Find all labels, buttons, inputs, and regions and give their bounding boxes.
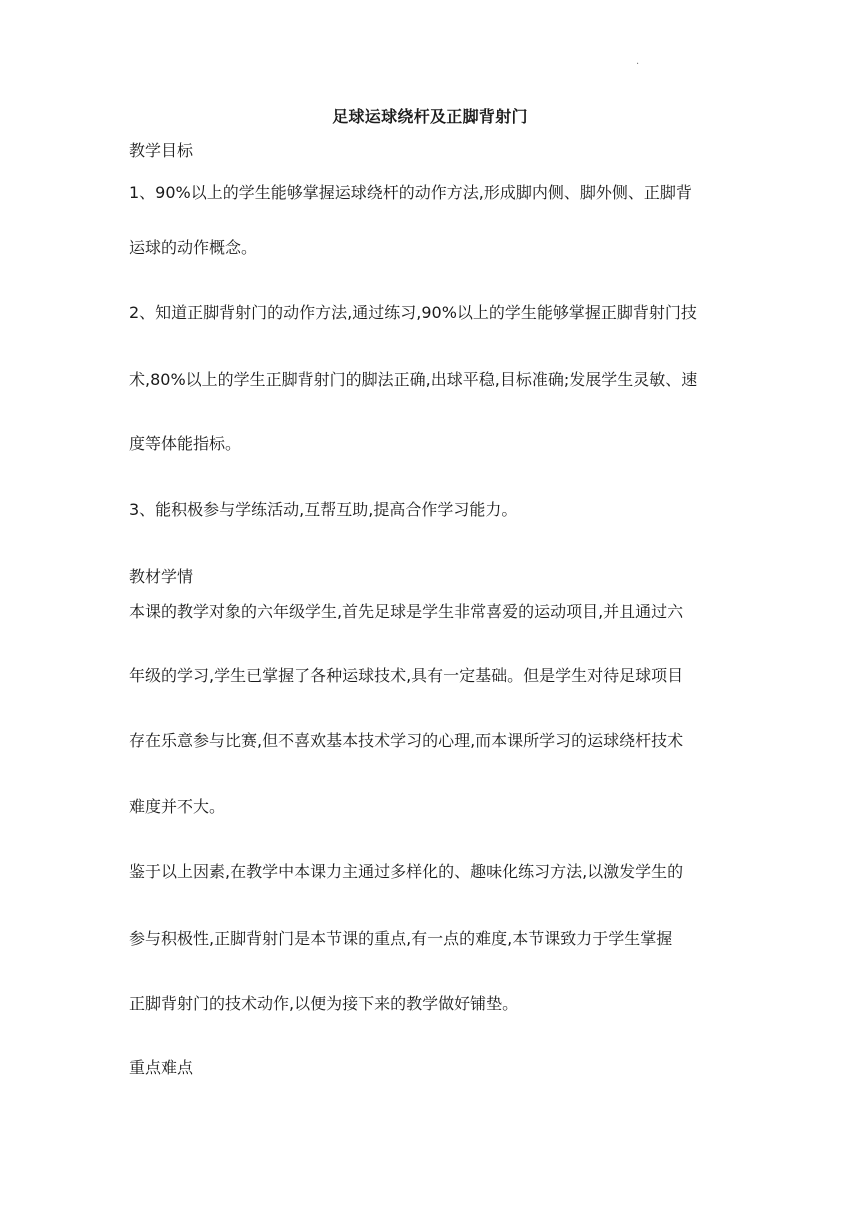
goal-2-line-1: 2、知道正脚背射门的动作方法,通过练习,90%以上的学生能够掌握正脚背射门技 xyxy=(129,303,697,322)
document-title: 足球运球绕杆及正脚背射门 xyxy=(332,107,528,126)
material-line-1: 本课的教学对象的六年级学生,首先足球是学生非常喜爱的运动项目,并且通过六 xyxy=(129,602,684,621)
approach-line-3: 正脚背射门的技术动作,以便为接下来的教学做好铺垫。 xyxy=(129,994,519,1013)
section-heading-goals: 教学目标 xyxy=(129,141,194,160)
approach-line-2: 参与积极性,正脚背射门是本节课的重点,有一点的难度,本节课致力于学生掌握 xyxy=(129,929,673,948)
material-line-4: 难度并不大。 xyxy=(129,797,226,816)
goal-3-line-1: 3、能积极参与学练活动,互帮互助,提高合作学习能力。 xyxy=(129,500,518,519)
header-mark: . xyxy=(636,56,640,67)
goal-1-line-2: 运球的动作概念。 xyxy=(129,238,258,257)
approach-line-1: 鉴于以上因素,在教学中本课力主通过多样化的、趣味化练习方法,以激发学生的 xyxy=(129,862,684,881)
section-heading-keypoints: 重点难点 xyxy=(129,1058,194,1077)
goal-1-line-1: 1、90%以上的学生能够掌握运球绕杆的动作方法,形成脚内侧、脚外侧、正脚背 xyxy=(129,183,692,202)
material-line-2: 年级的学习,学生已掌握了各种运球技术,具有一定基础。但是学生对待足球项目 xyxy=(129,666,684,685)
material-line-3: 存在乐意参与比赛,但不喜欢基本技术学习的心理,而本课所学习的运球绕杆技术 xyxy=(129,731,684,750)
goal-2-line-3: 度等体能指标。 xyxy=(129,434,242,453)
section-heading-material: 教材学情 xyxy=(129,567,194,586)
goal-2-line-2: 术,80%以上的学生正脚背射门的脚法正确,出球平稳,目标准确;发展学生灵敏、速 xyxy=(129,370,698,389)
